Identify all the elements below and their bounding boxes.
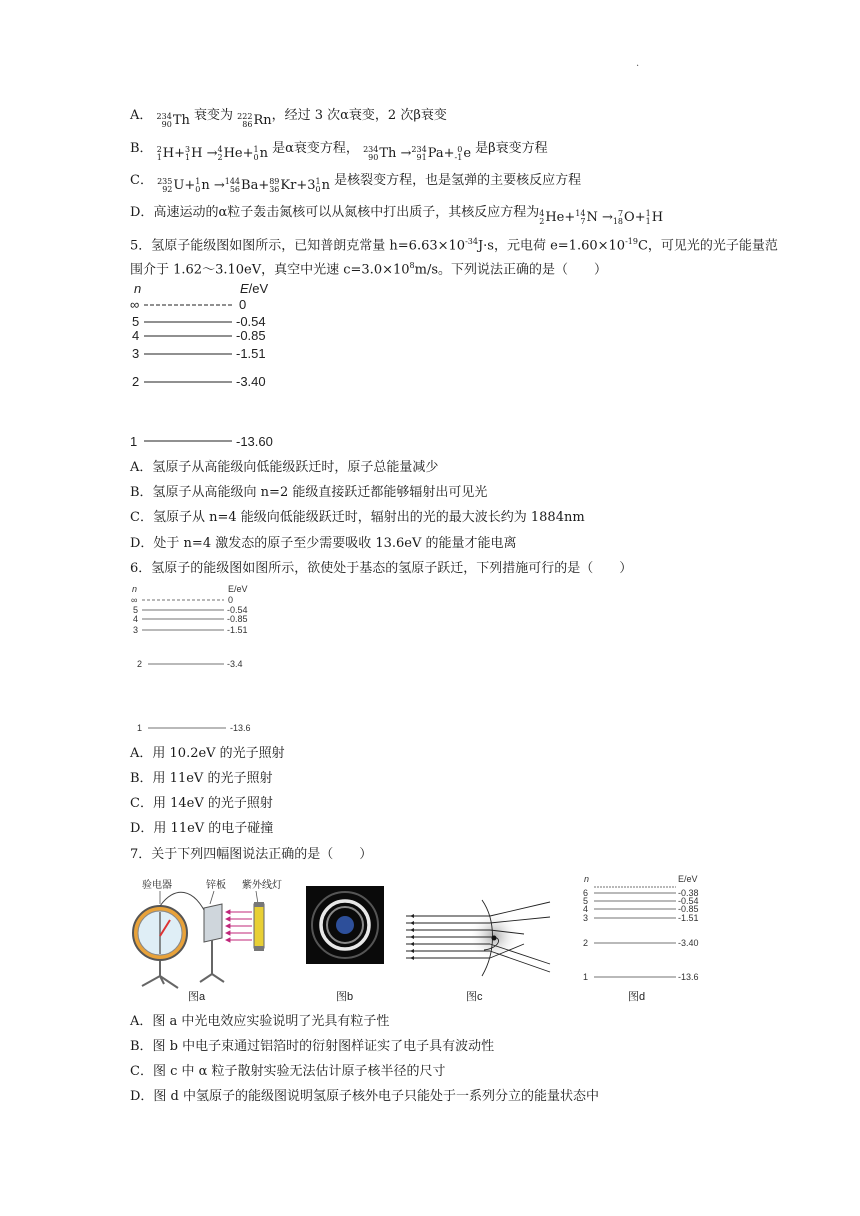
- e-axis-label: E/eV: [228, 584, 248, 594]
- level-2: [137, 659, 243, 669]
- n-axis-label: n: [134, 281, 142, 296]
- q4-d-text1: 高速运动的α粒子轰击氮核可以从氮核中打出质子，其核反应方程为: [153, 205, 540, 220]
- fig-d-caption: 图d: [628, 991, 646, 1003]
- q5-option-a: A．氢原子从高能级向低能级跃迁时，原子总能量减少: [130, 460, 439, 475]
- q4-option-c: [130, 172, 581, 195]
- q5-energy-level-diagram: [128, 278, 308, 453]
- svg-text:1: 1: [137, 723, 143, 733]
- q5-option-b: B．氢原子从高能级向 n=2 能级直接跃迁都能够辐射出可见光: [130, 485, 488, 500]
- q7-option-b: B．图 b 中电子束通过铝箔时的衍射图样证实了电子具有波动性: [130, 1039, 495, 1054]
- svg-text:-0.54: -0.54: [678, 896, 699, 906]
- uv-lamp-icon: [254, 902, 264, 951]
- level-1: [583, 972, 699, 982]
- svg-text:0: 0: [239, 297, 247, 312]
- svg-text:-0.54: -0.54: [236, 314, 266, 329]
- level-4: [133, 614, 248, 624]
- svg-text:-13.6: -13.6: [678, 972, 699, 982]
- n-axis-label: n: [132, 584, 138, 594]
- svg-text:3: 3: [583, 913, 589, 923]
- svg-text:-3.4: -3.4: [227, 659, 243, 669]
- level-5: [132, 314, 266, 329]
- zinc-plate-icon: [200, 904, 224, 982]
- level-2: [583, 938, 699, 948]
- q6-stem: 6．氢原子的能级图如图所示，欲使处于基态的氢原子跃迁，下列措施可行的是（ ）: [130, 561, 633, 576]
- q4-b-text1: 是α衰变方程，: [272, 141, 359, 156]
- q5-stem-part: 5．氢原子能级图如图所示，已知普朗克常量 h=6.63×10: [130, 238, 466, 254]
- svg-text:6: 6: [583, 888, 589, 898]
- svg-text:-1.51: -1.51: [678, 913, 699, 923]
- q7-stem: 7．关于下列四幅图说法正确的是（ ）: [130, 847, 373, 862]
- svg-text:2: 2: [137, 659, 143, 669]
- fig-b-diffraction: [306, 886, 384, 1004]
- equation-fission: 235 92 U+ 1 0 n → 144 56 Ba+ 89 36 Kr+3 1 0 n: [157, 177, 330, 194]
- fig-a-photoelectric: [124, 876, 294, 1006]
- nuclide-th234: 234 90 Th: [156, 112, 190, 129]
- nuclide-rn222: 222 86 Rn: [237, 112, 272, 129]
- option-label: D．: [130, 205, 154, 220]
- uv-light-rays: [226, 910, 252, 942]
- fig-c-alpha-scattering: [404, 880, 554, 1004]
- svg-text:-3.40: -3.40: [678, 938, 699, 948]
- svg-text:1: 1: [130, 434, 138, 449]
- q4-b-text2: 是β衰变方程: [475, 141, 548, 156]
- q4-a-text1: 衰变为: [194, 108, 234, 123]
- q6-energy-level-diagram: [130, 582, 270, 734]
- svg-text:3: 3: [133, 625, 139, 635]
- page-mark: .: [636, 58, 640, 69]
- svg-text:-3.40: -3.40: [236, 374, 266, 389]
- level-4: [132, 328, 266, 343]
- fig-d-energy-levels: [578, 872, 728, 1004]
- svg-text:5: 5: [583, 896, 589, 906]
- level-3: [132, 346, 266, 361]
- level-1: [130, 434, 273, 449]
- e-axis-label: E/eV: [240, 281, 269, 296]
- svg-text:-0.54: -0.54: [227, 605, 248, 615]
- svg-text:4: 4: [132, 328, 140, 343]
- svg-text:5: 5: [133, 605, 139, 615]
- q4-option-a: [130, 107, 447, 130]
- q5-stem-part: J·s，元电荷 e=1.60×10: [477, 238, 626, 254]
- option-label: A．: [130, 108, 153, 123]
- q4-option-b: [130, 140, 548, 163]
- label-electroscope: 验电器: [142, 880, 172, 891]
- q7-option-a: A．图 a 中光电效应实验说明了光具有粒子性: [130, 1014, 390, 1029]
- q6-option-a: A．用 10.2eV 的光子照射: [130, 746, 285, 761]
- q5-exp: 8: [409, 261, 415, 270]
- svg-text:1: 1: [583, 972, 589, 982]
- svg-text:4: 4: [583, 904, 589, 914]
- q5-stem-line2: [130, 257, 607, 279]
- q6-option-c: C．用 14eV 的光子照射: [130, 796, 273, 811]
- e-axis-label: E/eV: [678, 874, 698, 884]
- option-label: B．: [130, 141, 153, 156]
- q6-option-b: B．用 11eV 的光子照射: [130, 771, 273, 786]
- fig-a-caption: 图a: [188, 991, 206, 1003]
- q5-stem-part: C，可见光的光子能量范: [637, 238, 778, 254]
- q7-option-d: D．图 d 中氢原子的能级图说明氢原子核外电子只能处于一系列分立的能量状态中: [130, 1089, 600, 1104]
- q5-exp: -19: [625, 237, 638, 246]
- q5-stem-part: m/s。下列说法正确的是（ ）: [414, 262, 608, 278]
- q4-c-text1: 是核裂变方程，也是氢弹的主要核反应方程: [334, 173, 582, 188]
- equation-beta: 234 90 Th → 234 91 Pa+ 0 -1 e: [363, 145, 472, 162]
- level-inf: [130, 297, 246, 312]
- q5-option-c: C．氢原子从 n=4 能级向低能级跃迁时，辐射出的光的最大波长约为 1884nm: [130, 510, 585, 525]
- q4-option-d: [130, 204, 663, 227]
- svg-text:-13.60: -13.60: [236, 434, 273, 449]
- q5-exp: -34: [465, 237, 478, 246]
- svg-text:-0.85: -0.85: [236, 328, 266, 343]
- svg-text:-1.51: -1.51: [227, 625, 248, 635]
- svg-text:-0.38: -0.38: [678, 888, 699, 898]
- option-label: C．: [130, 173, 153, 188]
- level-2: [132, 374, 266, 389]
- n-axis-label: n: [584, 874, 590, 884]
- level-inf: [131, 595, 233, 605]
- level-3: [133, 625, 248, 635]
- svg-text:-13.6: -13.6: [230, 723, 251, 733]
- svg-text:∞: ∞: [131, 595, 138, 605]
- svg-text:2: 2: [583, 938, 589, 948]
- svg-text:-0.85: -0.85: [678, 904, 699, 914]
- svg-text:5: 5: [132, 314, 140, 329]
- q4-a-text2: ，经过 3 次α衰变，2 次β衰变: [271, 108, 447, 123]
- q6-option-d: D．用 11eV 的电子碰撞: [130, 821, 274, 836]
- label-zinc-plate: 锌板: [206, 880, 226, 891]
- q5-stem-line1: [130, 233, 778, 255]
- q5-option-d: D．处于 n=4 激发态的原子至少需要吸收 13.6eV 的能量才能电离: [130, 536, 517, 551]
- equation-nitrogen: 4 2 He+ 14 7 N → 7 18 O+ 1 1 H: [539, 209, 664, 226]
- svg-text:-0.85: -0.85: [227, 614, 248, 624]
- svg-text:-1.51: -1.51: [236, 346, 266, 361]
- q5-stem-part: 围介于 1.62～3.10eV，真空中光速 c=3.0×10: [130, 262, 410, 278]
- label-uv-lamp: 紫外线灯: [242, 880, 282, 891]
- q7-option-c: C．图 c 中 α 粒子散射实验无法估计原子核半径的尺寸: [130, 1064, 446, 1079]
- svg-text:3: 3: [132, 346, 140, 361]
- svg-text:2: 2: [132, 374, 140, 389]
- svg-text:0: 0: [228, 595, 234, 605]
- fig-c-caption: 图c: [466, 991, 483, 1003]
- fig-b-caption: 图b: [336, 991, 354, 1003]
- level-1: [137, 723, 251, 733]
- svg-text:4: 4: [133, 614, 139, 624]
- svg-text:∞: ∞: [130, 297, 140, 312]
- equation-fusion: 2 1 H+ 3 1 H → 4 2 He+ 1 0 n: [156, 145, 268, 162]
- level-3: [583, 913, 699, 923]
- electroscope-icon: [133, 906, 187, 988]
